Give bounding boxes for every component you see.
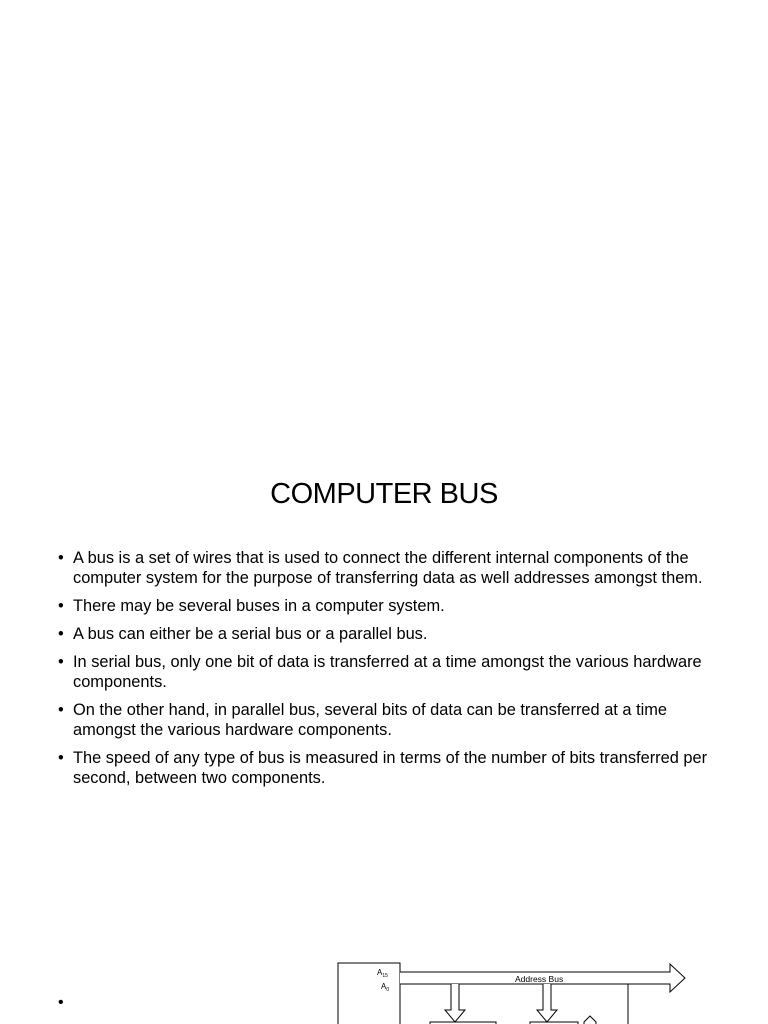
slide-title: COMPUTER BUS [270,478,498,510]
bus-tap-1 [445,984,465,1022]
label-a0: $A_0$ [381,982,390,993]
bullet-item [58,700,708,740]
bullet-dot: • [58,597,64,615]
address-bus-label: Address Bus [515,974,564,984]
bullet-list [58,548,708,796]
cpu-block [338,963,400,1024]
bullet-item [58,596,708,616]
bullet-text: The speed of any type of bus is measured in terms of the number of bits transferred per second, between two components. [73,749,708,787]
bus-tap-3 [584,1016,596,1024]
empty-bullet: • [58,994,64,1011]
label-a15: $A_{15}$ [377,968,388,979]
bullet-dot: • [58,653,64,671]
bus-diagram [330,958,690,1024]
bus-diagram-svg [330,958,690,1024]
bullet-text: There may be several buses in a computer system. [73,597,445,615]
bus-tap-2 [537,984,557,1022]
bullet-text: On the other hand, in parallel bus, several bits of data can be transferred at a time amongst the various hardware components. [73,701,668,739]
bullet-text: A bus is a set of wires that is used to connect the different internal components of the computer system for the purpose of transferring data as well addresses amongst them. [73,549,703,587]
bullet-item [58,748,708,788]
bullet-dot: • [58,549,64,567]
bullet-item [58,624,708,644]
bullet-text: In serial bus, only one bit of data is transferred at a time amongst the various hardware components. [73,653,702,691]
bullet-dot: • [58,701,64,719]
bullet-item [58,548,708,588]
bullet-text: A bus can either be a serial bus or a parallel bus. [73,625,428,643]
bullet-item [58,652,708,692]
bullet-dot: • [58,625,64,643]
bullet-dot: • [58,749,64,767]
